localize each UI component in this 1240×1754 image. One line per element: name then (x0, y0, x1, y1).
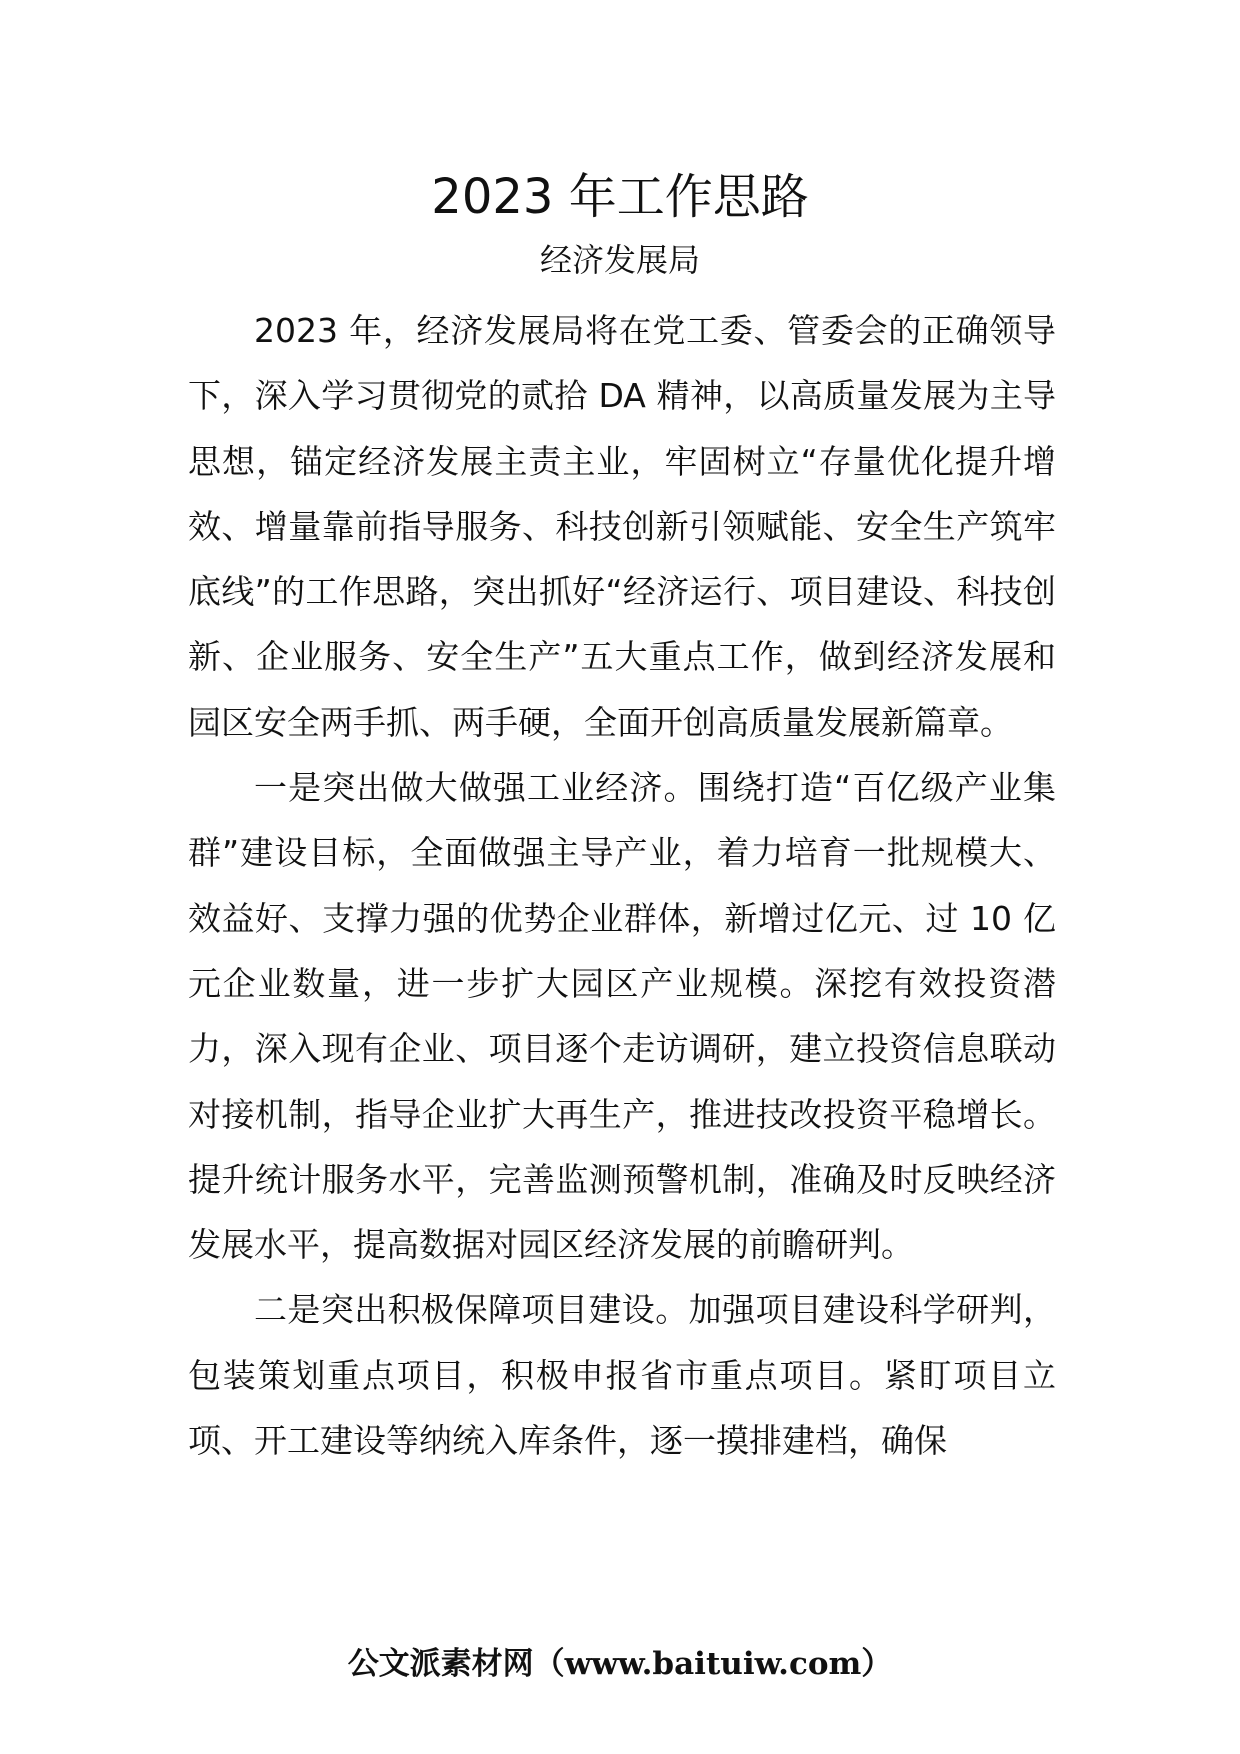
footer-watermark: 公文派素材网（www.baituiw.com） (347, 1646, 893, 1682)
document-body (188, 298, 1056, 1473)
paragraph-intro: 2023 年，经济发展局将在党工委、管委会的正确领导下，深入学习贯彻党的贰拾 DA 精神，以高质量发展为主导思想，锚定经济发展主责主业，牢固树立“存量优化提升增效、增量靠前指导服务、科技创新引领赋能、安全生产筑牢底线”的工作思路，突出抓好“经济运行、项目建设、科技创新、企业服务、安全生产”五大重点工作，做到经济发展和园区安全两手抓、两手硬，全面开创高质量发展新篇章。 (188, 311, 1056, 742)
document-author: 经济发展局 (539, 241, 700, 279)
paragraph-industrial-economy: 一是突出做大做强工业经济。围绕打造“百亿级产业集群”建设目标，全面做强主导产业，着力培育一批规模大、效益好、支撑力强的优势企业群体，新增过亿元、过 10 亿元企业数量，进一步扩大园区产业规模。深挖有效投资潜力，深入现有企业、项目逐个走访调研，建立投资信息联动对接机制，指导企业扩大再生产，推进技改投资平稳增长。提升统计服务水平，完善监测预警机制，准确及时反映经济发展水平，提高数据对园区经济发展的前瞻研判。 (188, 768, 1056, 1265)
document-title: 2023 年工作思路 (431, 169, 809, 225)
paragraph-project-construction: 二是突出积极保障项目建设。加强项目建设科学研判，包装策划重点项目，积极申报省市重点项目。紧盯项目立项、开工建设等纳统入库条件，逐一摸排建档，确保 (188, 1290, 1056, 1461)
